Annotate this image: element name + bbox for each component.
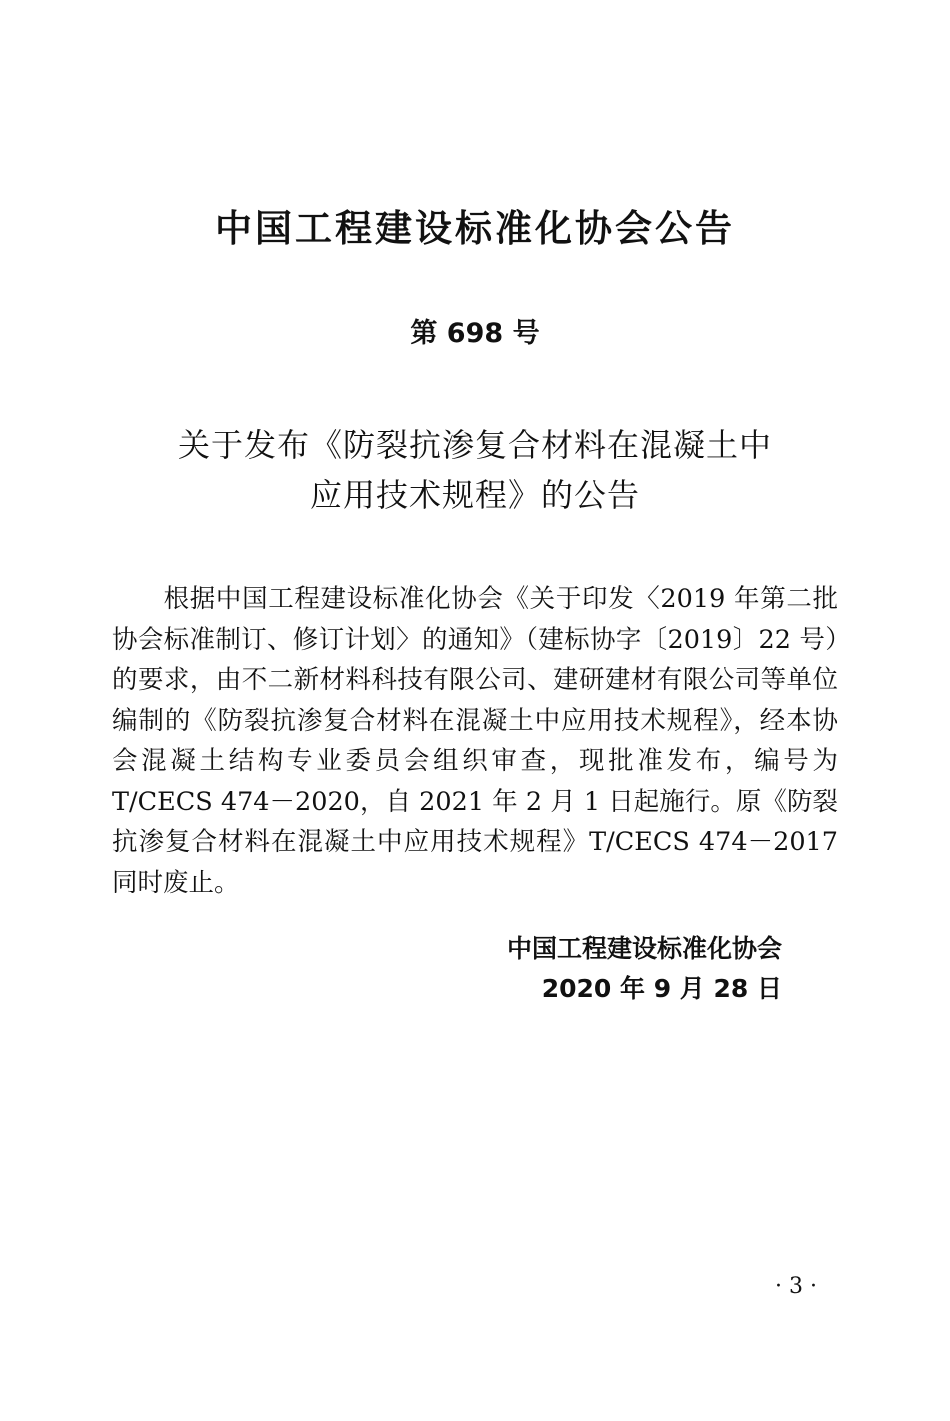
organization-title: 中国工程建设标准化协会公告 — [215, 207, 735, 250]
notice-subject — [0, 420, 950, 520]
subject-line-2: 应用技术规程》的公告 — [309, 476, 640, 514]
notice-number: 第 698 号 — [410, 318, 540, 349]
signature-organization: 中国工程建设标准化协会 — [506, 934, 782, 963]
notice-body-paragraph — [112, 579, 838, 903]
page-number: · 3 · — [775, 1274, 817, 1299]
body-text: 根据中国工程建设标准化协会《关于印发〈2019 年第二批协会标准制订、修订计划〉的通知》（建标协字〔2019〕22 号）的要求，由不二新材料科技有限公司、建研建材有限公司等单位编制的《防裂抗渗复合材料在混凝土中应用技术规程》，经本协会混凝土结构专业委员会组织审查，现批准发布，编号为 T/CECS 474－2020，自 2021 年 2 月 1 日起施行。原《防裂抗渗复合材料在混凝土中应用技术规程》T/CECS 474－2017 同时废止。 — [112, 584, 838, 898]
signature-date: 2020 年 9 月 28 日 — [541, 974, 782, 1003]
subject-line-1: 关于发布《防裂抗渗复合材料在混凝土中 — [177, 426, 772, 464]
